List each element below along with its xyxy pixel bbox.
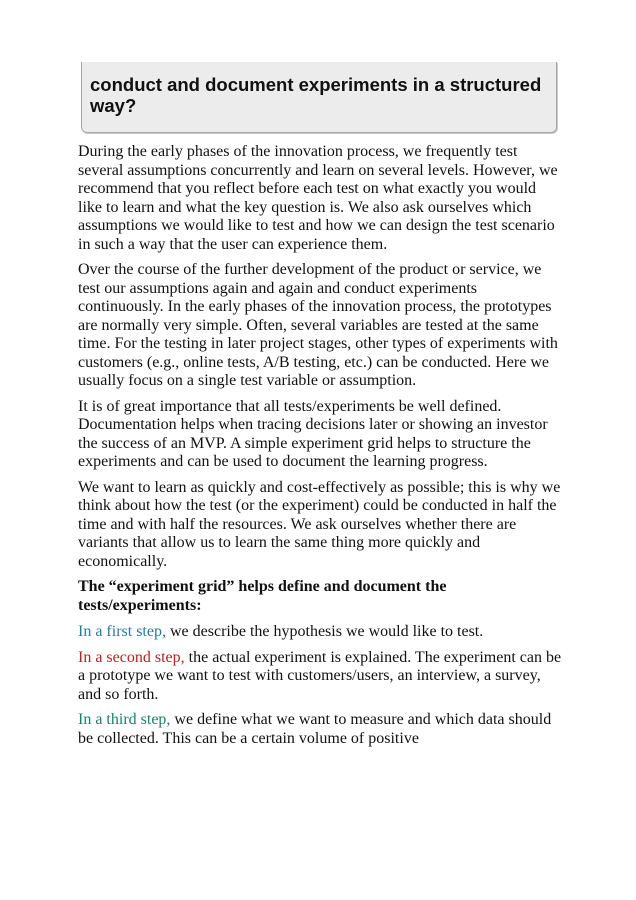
paragraph-further-development: Over the course of the further development of the product or service, we test our assumptions again and again and conduct experiments continuously. In the early phases of the innovation process, the prototypes are normally very simple. Often, several variables are tested at the same time. For the testing in later project stages, other types of experiments with customers (e.g., online tests, A/B testing, etc.) can be conducted. Here we usually focus on a single test variable or assumption. [78,261,558,389]
experiment-grid-heading: The “experiment grid” helps define and document the tests/experiments: [78,578,447,614]
question-callout-box [81,62,557,133]
body-text [78,143,562,755]
paragraph-early-phases: During the early phases of the innovation process, we frequently test several assumptions concurrently and learn on several levels. However, we recommend that you reflect before each test on what exactly you would like to learn and what the key question is. We also ask ourselves which assumptions we would like to test and how we can design the test scenario in such a way that the user can experience them. [78,143,558,253]
paragraph-documentation: It is of great importance that all tests/experiments be well defined. Documentation helps when tracing decisions later or showing an investor the success of an MVP. A simple experiment grid helps to structure the experiments and can be used to document the learning progress. [78,397,548,470]
paragraph-learn-quickly: We want to learn as quickly and cost-effectively as possible; this is why we think about how the test (or the experiment) could be conducted in half the time and with half the resources. We ask ourselves whether there are variants that allow us to learn the same thing more quickly and economically. [78,478,561,570]
step-third-lead: In a third step, [78,711,171,728]
step-second-lead: In a second step, [78,648,185,666]
step-third [78,711,562,748]
step-first [78,623,562,642]
step-first-lead: In a first step, [78,623,166,640]
step-second [78,649,562,705]
callout-title: conduct and document experiments in a structured way? [90,74,542,116]
step-first-text: we describe the hypothesis we would like to test. [165,623,484,640]
step-second-text: the actual experiment is explained. The experiment can be a prototype we want to test with customers/users, an interview, a survey, and so forth. [78,648,562,703]
step-third-text: we define what we want to measure and which data should be collected. This can be a certain volume of positive [78,711,552,747]
